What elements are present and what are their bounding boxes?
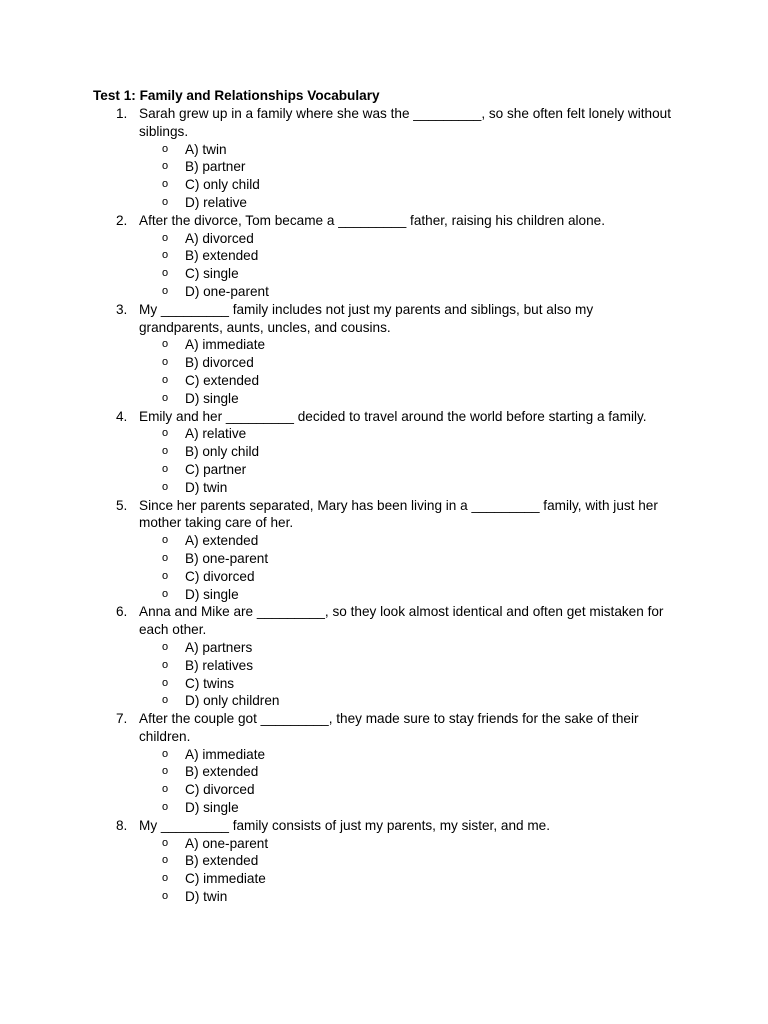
bullet-icon: o bbox=[162, 142, 169, 155]
answer-option-text: A) immediate bbox=[185, 746, 266, 762]
bullet-icon: o bbox=[162, 694, 169, 707]
bullet-icon: o bbox=[162, 658, 169, 671]
answer-option bbox=[0, 870, 768, 888]
bullet-icon: o bbox=[162, 373, 169, 386]
answer-option-text: C) divorced bbox=[185, 782, 255, 798]
answer-option-text: D) single bbox=[185, 586, 239, 602]
question-text: Anna and Mike are _________, so they look almost identical and often get mistaken for each other. bbox=[139, 604, 664, 638]
answer-option-text: C) immediate bbox=[185, 871, 266, 887]
answer-option-text: B) one-parent bbox=[185, 550, 269, 566]
answer-option bbox=[0, 247, 768, 265]
question-number: 8. bbox=[116, 817, 128, 833]
bullet-icon: o bbox=[162, 231, 169, 244]
answer-options bbox=[0, 141, 768, 212]
answer-option bbox=[0, 283, 768, 301]
answer-option bbox=[0, 835, 768, 853]
bullet-icon: o bbox=[162, 854, 169, 867]
answer-option bbox=[0, 158, 768, 176]
bullet-icon: o bbox=[162, 160, 169, 173]
answer-option bbox=[0, 675, 768, 693]
answer-option bbox=[0, 568, 768, 586]
answer-option bbox=[0, 336, 768, 354]
question-item bbox=[0, 817, 768, 906]
bullet-icon: o bbox=[162, 338, 169, 351]
answer-option bbox=[0, 888, 768, 906]
question-number: 2. bbox=[116, 212, 128, 228]
question-text: After the couple got _________, they made sure to stay friends for the sake of their children. bbox=[139, 711, 639, 744]
answer-options bbox=[0, 425, 768, 496]
bullet-icon: o bbox=[162, 872, 169, 885]
question-list bbox=[0, 105, 768, 906]
answer-option-text: A) immediate bbox=[185, 337, 266, 353]
question-number: 3. bbox=[116, 301, 128, 317]
answer-option bbox=[0, 141, 768, 159]
answer-options bbox=[0, 835, 768, 906]
answer-option bbox=[0, 639, 768, 657]
answer-option bbox=[0, 479, 768, 497]
question-item bbox=[0, 105, 768, 212]
answer-option bbox=[0, 425, 768, 443]
answer-option-text: D) single bbox=[185, 800, 239, 816]
question-number: 1. bbox=[116, 106, 128, 121]
answer-option-text: D) only children bbox=[185, 693, 280, 709]
question-text: My _________ family consists of just my parents, my sister, and me. bbox=[139, 817, 551, 833]
bullet-icon: o bbox=[162, 356, 169, 369]
answer-option-text: A) relative bbox=[185, 426, 247, 442]
answer-option bbox=[0, 230, 768, 248]
answer-option-text: A) divorced bbox=[185, 230, 254, 246]
bullet-icon: o bbox=[162, 391, 169, 404]
bullet-icon: o bbox=[162, 551, 169, 564]
answer-options bbox=[0, 532, 768, 603]
answer-option-text: C) extended bbox=[185, 372, 260, 388]
bullet-icon: o bbox=[162, 676, 169, 689]
answer-option-text: C) twins bbox=[185, 675, 235, 691]
answer-option bbox=[0, 265, 768, 283]
question-number: 4. bbox=[116, 408, 128, 424]
bullet-icon: o bbox=[162, 765, 169, 778]
bullet-icon: o bbox=[162, 445, 169, 458]
bullet-icon: o bbox=[162, 587, 169, 600]
answer-option-text: B) extended bbox=[185, 853, 259, 869]
question-item bbox=[0, 301, 768, 408]
question-item bbox=[0, 212, 768, 301]
answer-option bbox=[0, 390, 768, 408]
answer-option bbox=[0, 763, 768, 781]
answer-options bbox=[0, 336, 768, 407]
bullet-icon: o bbox=[162, 783, 169, 796]
answer-option-text: C) partner bbox=[185, 461, 247, 477]
question-item bbox=[0, 710, 768, 817]
answer-option-text: D) single bbox=[185, 390, 239, 406]
question-number: 5. bbox=[116, 497, 128, 513]
answer-option bbox=[0, 194, 768, 212]
answer-option-text: B) only child bbox=[185, 444, 260, 460]
answer-option bbox=[0, 354, 768, 372]
bullet-icon: o bbox=[162, 569, 169, 582]
answer-option bbox=[0, 586, 768, 604]
answer-option bbox=[0, 372, 768, 390]
question-number: 6. bbox=[116, 604, 128, 620]
bullet-icon: o bbox=[162, 427, 169, 440]
answer-option bbox=[0, 532, 768, 550]
answer-option bbox=[0, 443, 768, 461]
answer-option-text: B) extended bbox=[185, 764, 259, 780]
bullet-icon: o bbox=[162, 747, 169, 760]
answer-option bbox=[0, 852, 768, 870]
answer-option bbox=[0, 657, 768, 675]
question-item bbox=[0, 603, 768, 710]
bullet-icon: o bbox=[162, 462, 169, 475]
question-item bbox=[0, 497, 768, 604]
bullet-icon: o bbox=[162, 267, 169, 280]
answer-option-text: D) one-parent bbox=[185, 283, 269, 299]
bullet-icon: o bbox=[162, 836, 169, 849]
answer-option-text: C) single bbox=[185, 266, 239, 282]
answer-option-text: A) twin bbox=[185, 141, 227, 157]
bullet-icon: o bbox=[162, 284, 169, 297]
answer-option-text: B) relatives bbox=[185, 657, 253, 673]
answer-option-text: D) relative bbox=[185, 194, 247, 210]
answer-option bbox=[0, 550, 768, 568]
answer-option-text: B) divorced bbox=[185, 355, 254, 371]
bullet-icon: o bbox=[162, 195, 169, 208]
answer-option bbox=[0, 461, 768, 479]
answer-option-text: C) divorced bbox=[185, 568, 255, 584]
answer-option-text: C) only child bbox=[185, 177, 260, 193]
question-item bbox=[0, 408, 768, 497]
answer-option-text: D) twin bbox=[185, 479, 228, 495]
question-text: After the divorce, Tom became a _________ father, raising his children alone. bbox=[139, 212, 605, 228]
answer-options bbox=[0, 746, 768, 817]
answer-option bbox=[0, 176, 768, 194]
answer-option bbox=[0, 781, 768, 799]
question-text: My _________ family includes not just my parents and siblings, but also my grandparents, aunts, uncles, and cousins. bbox=[139, 301, 594, 335]
document-title: Test 1: Family and Relationships Vocabulary bbox=[93, 88, 380, 103]
answer-option-text: A) partners bbox=[185, 639, 253, 655]
answer-option bbox=[0, 692, 768, 710]
bullet-icon: o bbox=[162, 178, 169, 191]
question-number: 7. bbox=[116, 711, 128, 727]
bullet-icon: o bbox=[162, 249, 169, 262]
answer-option bbox=[0, 799, 768, 817]
answer-option bbox=[0, 746, 768, 764]
answer-options bbox=[0, 639, 768, 710]
question-text: Since her parents separated, Mary has been living in a _________ family, with just her mother taking care of her. bbox=[139, 497, 658, 531]
answer-option-text: A) extended bbox=[185, 533, 259, 549]
question-text: Emily and her _________ decided to travel around the world before starting a family. bbox=[139, 408, 647, 424]
question-text: Sarah grew up in a family where she was the _________, so she often felt lonely without siblings. bbox=[139, 106, 671, 139]
bullet-icon: o bbox=[162, 890, 169, 903]
answer-options bbox=[0, 230, 768, 301]
bullet-icon: o bbox=[162, 801, 169, 814]
bullet-icon: o bbox=[162, 534, 169, 547]
answer-option-text: A) one-parent bbox=[185, 835, 269, 851]
bullet-icon: o bbox=[162, 640, 169, 653]
bullet-icon: o bbox=[162, 480, 169, 493]
answer-option-text: D) twin bbox=[185, 889, 228, 905]
answer-option-text: B) extended bbox=[185, 248, 259, 264]
answer-option-text: B) partner bbox=[185, 159, 246, 175]
